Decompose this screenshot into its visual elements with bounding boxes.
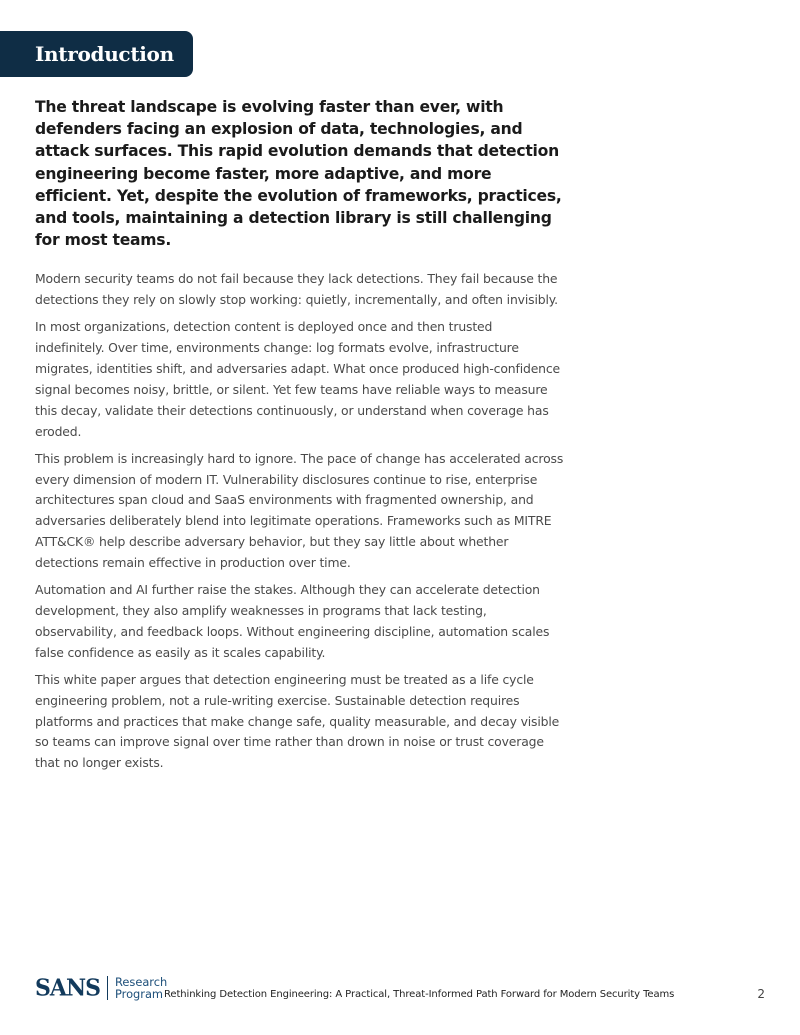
logo-line-program: Program	[114, 987, 164, 1001]
main-content	[35, 96, 565, 780]
body-paragraph: This white paper argues that detection engineering must be treated as a life cycle engineering problem, not a rule-writing exercise. Sustainable detection requires platforms and practices that make change safe, quality measurable, and decay visible so teams can improve signal over time rather than drown in noise or trust coverage that no longer exists.	[35, 671, 560, 771]
section-header-tab	[0, 31, 193, 77]
body-paragraph: In most organizations, detection content is deployed once and then trusted indefinitely. Over time, environments change: log formats evolve, infrastructure migrates, identities shift, and adversaries adapt. What once produced high-confidence signal becomes noisy, brittle, or silent. Yet few teams have reliable ways to measure this decay, validate their detections continuously, or understand when coverage has eroded.	[35, 319, 561, 439]
section-title: Introduction	[35, 42, 174, 66]
page-footer	[35, 975, 765, 1005]
body-paragraph: This problem is increasingly hard to ignore. The pace of change has accelerated across every dimension of modern IT. Vulnerability disclosures continue to rise, enterprise architectures span cloud and SaaS environments with fragmented ownership, and adversaries deliberately blend into legitimate operations. Frameworks such as MITRE ATT&CK® help describe adversary behavior, but they say little about whether detections remain effective in production over time.	[35, 450, 564, 571]
logo-line-research: Research	[114, 974, 168, 989]
lead-paragraph: The threat landscape is evolving faster than ever, with defenders facing an explosion of data, technologies, and attack surfaces. This rapid evolution demands that detection engineering become faster, more adaptive, and more efficient. Yet, despite the evolution of frameworks, practices, and tools, maintaining a detection library is still challenging for most teams.	[35, 98, 562, 250]
logo-subtext	[115, 976, 167, 1001]
sans-research-program-logo	[35, 975, 167, 1001]
logo-divider	[107, 976, 108, 1000]
body-paragraph: Automation and AI further raise the stakes. Although they can accelerate detection development, they also amplify weaknesses in programs that lack testing, observability, and feedback loops. Without engineering discipline, automation scales false confidence as easily as it scales capability.	[35, 582, 550, 660]
logo-wordmark: SANS	[35, 974, 100, 1002]
body-paragraph: Modern security teams do not fail because they lack detections. They fail because the detections they rely on slowly stop working: quietly, incrementally, and often invisibly.	[35, 271, 558, 308]
page-number: 2	[757, 987, 765, 1001]
footer-document-title: Rethinking Detection Engineering: A Practical, Threat-Informed Path Forward for Modern Security Teams	[164, 989, 675, 1000]
